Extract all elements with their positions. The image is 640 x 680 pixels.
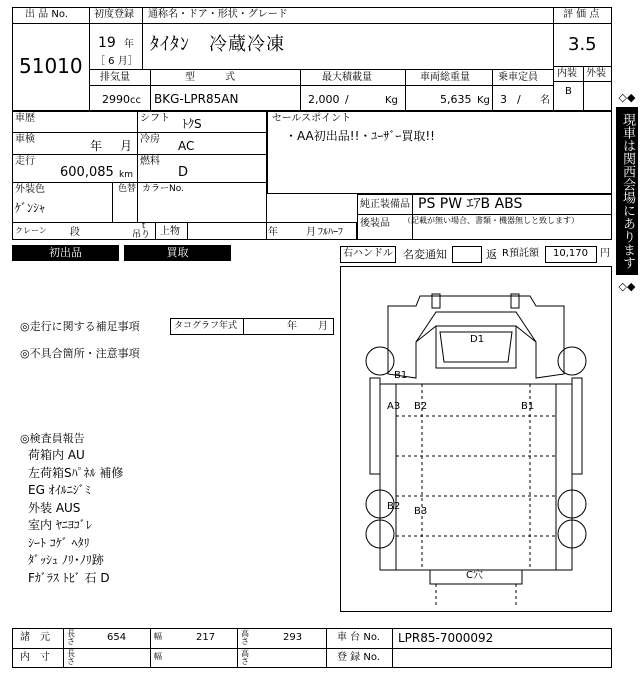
damage-mark-a3: A3 [387, 401, 401, 412]
width-value: 217 [196, 632, 216, 643]
max-load-label: 最大積載量 [322, 72, 372, 83]
width-label: 幅 [154, 632, 162, 641]
upper-label: 上物 [160, 226, 180, 237]
divider [492, 69, 493, 111]
capacity-value: 3 [500, 93, 507, 106]
exterior-label: 外装 [586, 68, 606, 79]
divider [187, 222, 188, 240]
chassis-label: 車 台 No. [337, 632, 380, 643]
length-value: 654 [107, 632, 127, 643]
lot-number: 51010 [19, 54, 83, 78]
divider [63, 628, 64, 668]
fuel-label: 燃料 [140, 156, 160, 167]
color-change-label: 色替 [118, 184, 137, 194]
upper-month-unit: 月 [306, 227, 316, 238]
max-load-unit: Kg [385, 95, 398, 106]
inspector-line: 室内 ﾔﾆﾖｺﾞﾚ [28, 518, 92, 532]
gross-weight-unit: Kg [477, 95, 490, 106]
inspector-line: ﾀﾞｯｼｭ ﾉﾘ･ﾉﾘ跡 [28, 553, 104, 567]
divider [89, 69, 553, 70]
inspector-line: EG ｵｲﾙﾆｼﾞﾐ [28, 483, 91, 497]
upper-value: ﾌﾙﾊｰﾌ [318, 227, 343, 238]
mileage-unit: km [119, 170, 133, 180]
interior-label: 内装 [557, 68, 577, 79]
name-change-box [452, 246, 482, 263]
divider [150, 628, 151, 668]
displacement-value: 2990 [102, 93, 130, 106]
inspector-line: ｼｰﾄ ｺｹﾞ ﾍﾀﾘ [28, 535, 90, 550]
height-value: 293 [283, 632, 303, 643]
divider [12, 154, 267, 155]
inspection-year-unit: 年 [90, 139, 103, 153]
sales-point-label: セールスポイント [272, 113, 352, 124]
standard-equip-value: PS PW ｴｱB ABS [418, 196, 523, 212]
inspector-label: ◎検査員報告 [20, 432, 85, 445]
tachograph-month-unit: 月 [318, 321, 328, 332]
inner-length-label: 長さ [67, 649, 75, 666]
history-label: 車歴 [15, 113, 35, 124]
divider [392, 628, 393, 668]
first-reg-label: 初度登録 [94, 9, 134, 20]
return-label: 返 [486, 248, 497, 261]
deposit-unit: 円 [600, 248, 610, 259]
capacity-sep: / [517, 93, 521, 106]
shift-value: ﾄｸS [182, 117, 202, 131]
ac-label: 冷房 [140, 134, 160, 145]
inspector-line: Fｶﾞﾗｽ ﾄﾋﾞ 石 D [28, 570, 110, 585]
inspector-line: 荷箱内 AU [28, 448, 85, 462]
reg-year-unit: 年 [124, 39, 134, 50]
mileage-label: 走行 [15, 156, 35, 167]
inner-width-label: 幅 [154, 652, 162, 661]
inspector-line: 外装 AUS [28, 500, 81, 515]
crane-stage-unit: 段 [70, 227, 80, 238]
divider [357, 214, 612, 215]
score-value: 3.5 [568, 34, 597, 55]
right-handle-label: 右ハンドル [343, 248, 393, 259]
purchase-bar: 買取 [124, 245, 231, 261]
shift-label: シフト [140, 113, 170, 124]
damage-mark-b2-bottom: B2 [387, 501, 401, 512]
sales-point-text: ・AA初出品!!・ﾕｰｻﾞｰ買取!! [285, 129, 435, 143]
registration-label: 登 録 No. [337, 652, 380, 663]
inspection-label: 車検 [15, 134, 35, 145]
inner-dims-label: 内 寸 [20, 652, 50, 663]
divider [237, 628, 238, 668]
divider [553, 23, 612, 24]
ext-color-label: 外装色 [15, 184, 45, 195]
banner-diamonds-top: ◇◆ [618, 91, 636, 104]
inspection-month-unit: 月 [120, 139, 133, 153]
banner-text: 現車は関西会場にあります [616, 107, 638, 275]
driving-notes-label: ◎走行に関する補足事項 [20, 320, 140, 333]
max-load-value: 2,000 [308, 93, 340, 106]
interior-grade: B [565, 86, 572, 97]
divider [583, 66, 584, 111]
max-load-sep: / [345, 93, 349, 106]
name-change-label: 名変通知 [403, 248, 447, 261]
car-name-label: 通称名・ドア・形状・グレード [148, 9, 288, 20]
damage-mark-c-hole: C穴 [466, 570, 483, 581]
aftermarket-label: 後装品 [360, 218, 390, 229]
divider [300, 69, 301, 111]
crane-ton-unit: t [142, 221, 146, 230]
damage-mark-b1-left: B1 [394, 370, 408, 381]
divider [326, 628, 327, 668]
damage-mark-b1-right: B1 [521, 401, 535, 412]
chassis-number: LPR85-7000092 [398, 631, 494, 645]
displacement-label: 排気量 [100, 72, 130, 83]
score-label: 評 価 点 [563, 9, 600, 20]
ac-value: AC [178, 139, 195, 153]
gross-weight-value: 5,635 [440, 93, 472, 106]
divider [243, 318, 244, 335]
upper-year-unit: 年 [268, 227, 278, 238]
fuel-value: D [178, 165, 189, 180]
gross-weight-label: 車両総重量 [420, 72, 470, 83]
divider [112, 182, 113, 222]
mileage-value: 600,085 [60, 165, 114, 180]
divider [89, 85, 553, 86]
displacement-unit: cc [130, 95, 141, 106]
crane-hang-unit: 吊り [132, 230, 151, 240]
damage-mark-b2-top: B2 [414, 401, 428, 412]
divider [150, 69, 151, 111]
inspector-line: 左荷箱Sﾊﾟﾈﾙ 補修 [28, 465, 124, 480]
reg-year: 19 [98, 35, 116, 51]
crane-label: クレーン [15, 226, 47, 235]
lot-label: 出 品 No. [25, 9, 68, 20]
tachograph-year-unit: 年 [287, 321, 297, 332]
aftermarket-note: （記載が無い場合、書類・機器無しと致します） [403, 216, 579, 225]
divider [155, 222, 156, 240]
first-listing-bar: 初出品 [12, 245, 119, 261]
dims-label: 諸 元 [20, 632, 50, 643]
details-frame [12, 111, 267, 240]
model-value: BKG-LPR85AN [154, 92, 239, 106]
truck-diagram [340, 266, 612, 612]
capacity-label: 乗車定員 [498, 72, 538, 83]
height-label: 高さ [241, 629, 249, 646]
color-code-label: カラーNo. [142, 184, 184, 194]
inspector-lines [28, 447, 123, 587]
divider [12, 132, 267, 133]
divider [12, 182, 267, 183]
reg-month: ［ 6 月］ [95, 56, 138, 67]
car-name: ﾀｲﾀﾝ 冷蔵冷凍 [150, 34, 285, 55]
capacity-unit: 名 [540, 95, 550, 106]
divider [137, 111, 138, 222]
divider [142, 7, 143, 69]
divider [405, 69, 406, 111]
divider [89, 23, 553, 24]
location-banner [614, 88, 640, 668]
banner-diamonds-bottom: ◇◆ [618, 280, 636, 293]
model-label: 型 式 [185, 72, 235, 83]
length-label: 長さ [67, 629, 75, 646]
damage-mark-d1: D1 [470, 334, 485, 345]
tachograph-label: タコグラフ年式 [174, 321, 238, 331]
defects-label: ◎不具合箇所・注意事項 [20, 347, 140, 360]
damage-mark-b3: B3 [414, 506, 428, 517]
ext-color-value: ｹﾞﾝｼｬ [15, 201, 46, 215]
divider [12, 23, 89, 24]
deposit-value: 10,170 [553, 248, 588, 259]
inner-height-label: 高さ [241, 649, 249, 666]
standard-equip-label: 純正装備品 [360, 199, 410, 210]
divider [12, 648, 612, 649]
deposit-label: R預託額 [502, 248, 539, 259]
